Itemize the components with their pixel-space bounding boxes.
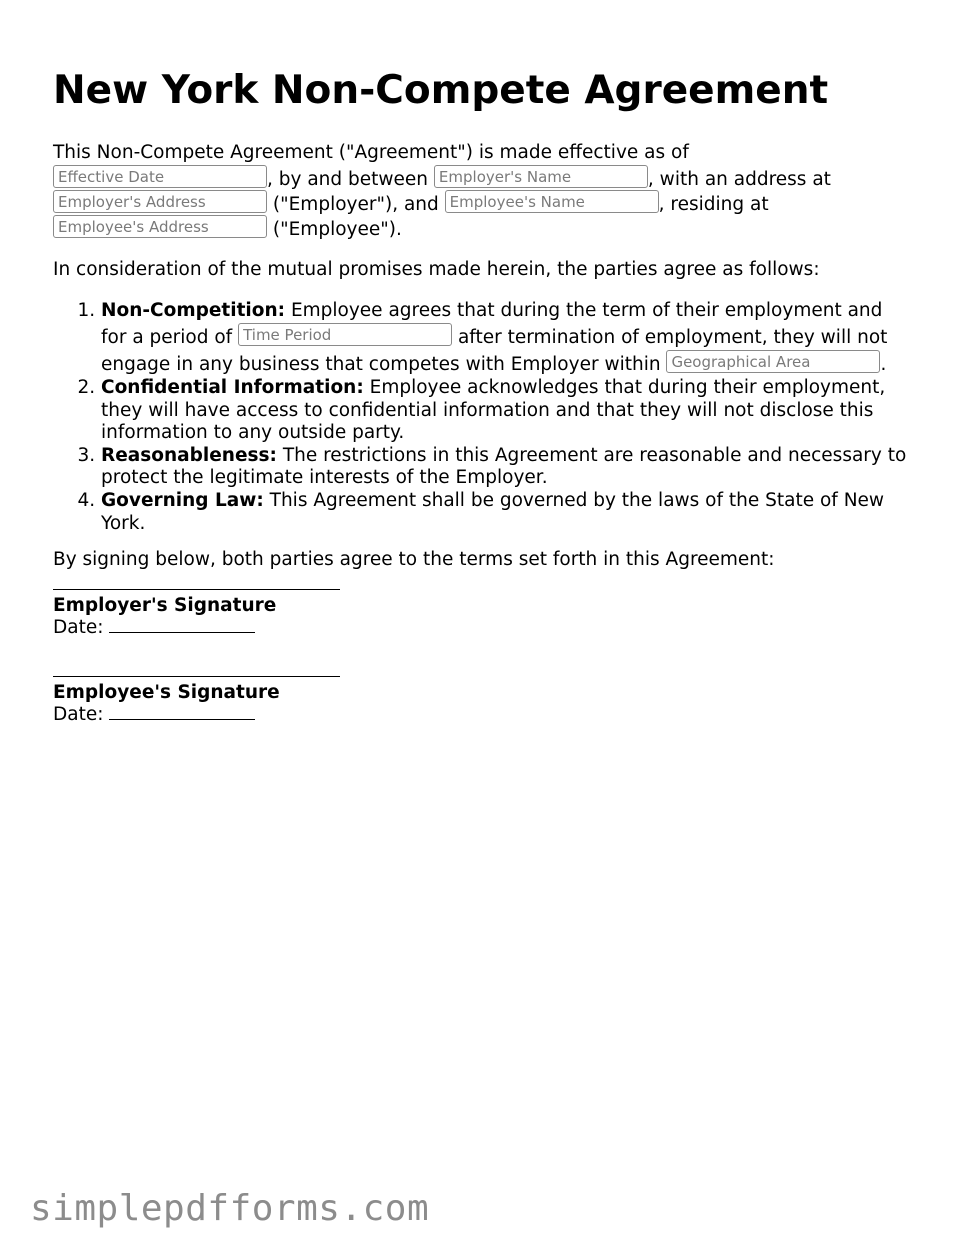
employer-date-row xyxy=(53,617,453,639)
geographical-area-field[interactable]: Geographical Area xyxy=(666,350,880,373)
employee-date-label: Date: xyxy=(53,704,104,725)
employee-signature-block xyxy=(53,676,453,726)
employer-signature-line[interactable] xyxy=(53,589,340,590)
employer-signature-label: Employer's Signature xyxy=(53,595,277,616)
clause-text: Employee agrees that during the term of their employment and for a period of xyxy=(101,300,883,348)
intro-text-employee-role: ("Employee"). xyxy=(272,219,402,240)
clause-text: after termination of employment, they will not engage in any business that competes with Employer within xyxy=(101,327,888,375)
intro-text-between: , by and between xyxy=(267,169,429,190)
clause-text: Employee acknowledges that during their employment, they will have access to confidential information and that they will not disclose this information to any outside party. xyxy=(101,377,886,444)
clause-heading: Non-Competition: xyxy=(101,300,286,321)
clause-text: The restrictions in this Agreement are reasonable and necessary to protect the legitimate interests of the Employer. xyxy=(101,444,907,489)
time-period-field[interactable]: Time Period xyxy=(238,323,452,346)
employee-signature-line[interactable] xyxy=(53,676,340,677)
consideration-text: In consideration of the mutual promises made herein, the parties agree as follows: xyxy=(53,259,820,280)
effective-date-field[interactable]: Effective Date xyxy=(53,165,267,188)
employee-name-field[interactable]: Employee's Name xyxy=(445,190,659,213)
clause-non-competition xyxy=(101,298,913,377)
employee-address-field[interactable]: Employee's Address xyxy=(53,215,267,238)
clause-heading: Confidential Information: xyxy=(101,377,364,398)
clause-reasonableness xyxy=(101,445,913,490)
clause-heading: Reasonableness: xyxy=(101,444,277,466)
employee-signature-label: Employee's Signature xyxy=(53,682,280,703)
clause-text: This Agreement shall be governed by the laws of the State of New York. xyxy=(101,489,885,534)
intro-line-3 xyxy=(53,190,913,215)
clause-list xyxy=(53,298,913,535)
intro-paragraph xyxy=(53,140,913,240)
intro-text-employer-role: ("Employer"), and xyxy=(272,194,439,215)
clause-confidential-information xyxy=(101,377,913,445)
intro-text-effective: This Non-Compete Agreement ("Agreement") is made effective as of xyxy=(53,142,689,163)
clause-text-end: . xyxy=(880,354,887,375)
employer-date-label: Date: xyxy=(53,617,104,638)
intro-text-residing: , residing at xyxy=(658,194,769,215)
employer-date-line[interactable] xyxy=(109,618,255,633)
employer-signature-block xyxy=(53,589,453,639)
intro-line-4 xyxy=(53,215,913,240)
employer-address-field[interactable]: Employer's Address xyxy=(53,190,267,213)
intro-line-1 xyxy=(53,140,913,165)
signing-statement: By signing below, both parties agree to the terms set forth in this Agreement: xyxy=(53,549,775,570)
page-title: New York Non-Compete Agreement xyxy=(53,68,829,113)
clause-heading: Governing Law: xyxy=(101,489,264,511)
employee-date-row xyxy=(53,704,453,726)
employee-date-line[interactable] xyxy=(109,705,255,720)
intro-line-2 xyxy=(53,165,913,190)
intro-text-address: , with an address at xyxy=(647,169,831,190)
footer-watermark: simplepdfforms.com xyxy=(30,1188,430,1229)
employer-name-field[interactable]: Employer's Name xyxy=(434,165,648,188)
clause-governing-law xyxy=(101,490,913,535)
